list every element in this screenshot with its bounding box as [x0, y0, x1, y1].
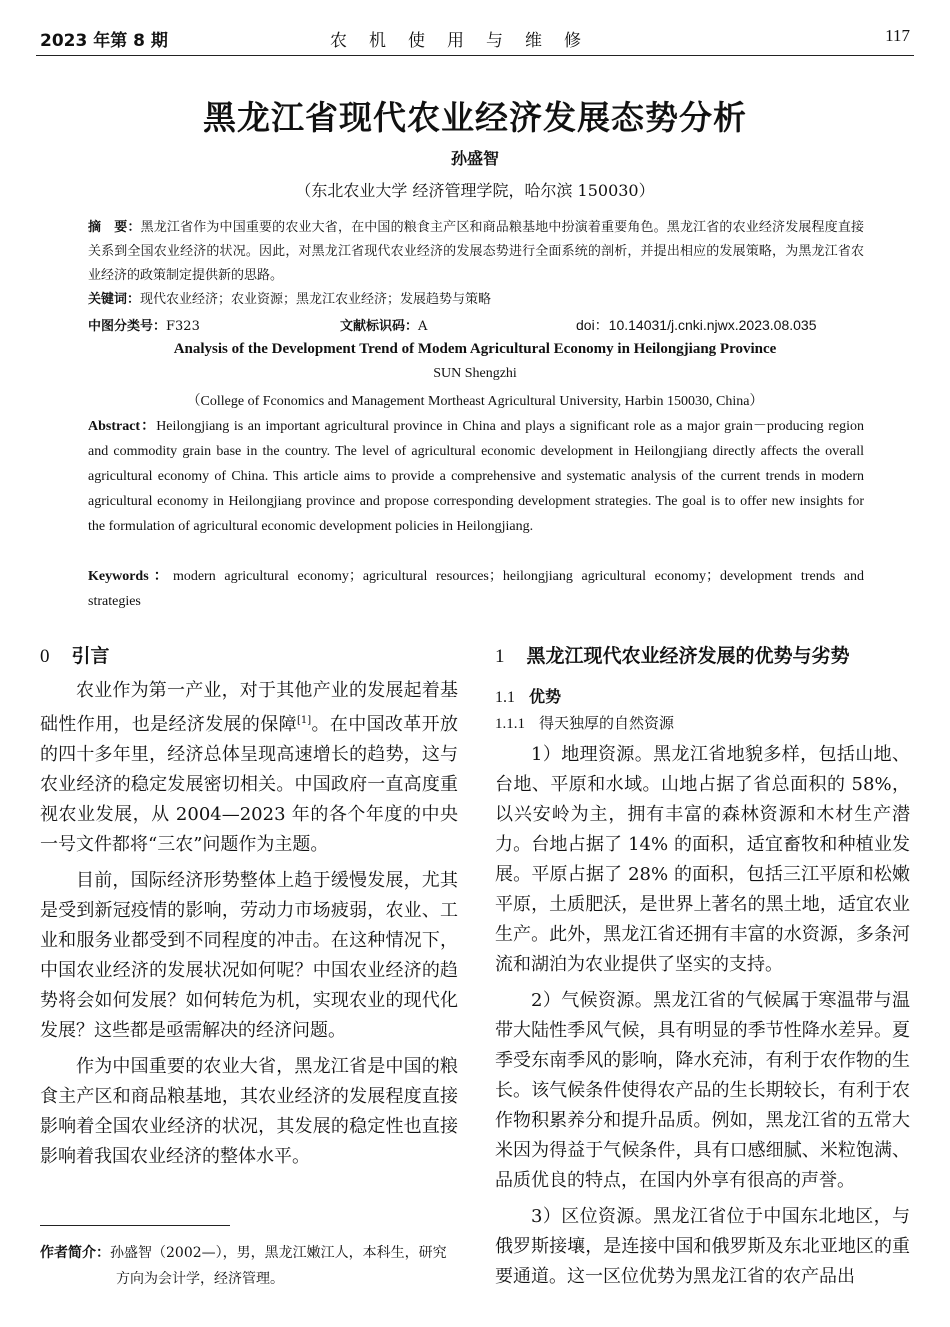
subsection-1-1-1-heading	[495, 712, 674, 733]
resource-paragraph-3: 3）区位资源。黑龙江省位于中国东北地区，与俄罗斯接壤，是连接中国和俄罗斯及东北亚地区的重要通道。这一区位优势为黑龙江省的农产品出	[495, 1206, 910, 1287]
english-keywords-label: Keywords：	[88, 569, 173, 584]
english-author: SUN Shengzhi	[433, 366, 517, 381]
footnote-line-2: 方向为会计学，经济管理。	[116, 1271, 284, 1287]
author-name: 孙盛智	[450, 149, 499, 168]
keywords-cn	[88, 288, 864, 307]
section-0-number: 0	[40, 646, 50, 667]
intro-p1-rest: 。在中国改革开放的四十多年里，经济总体呈现高速增长的趋势，这与农业经济的稳定发展密切相关。中国政府一直高度重视农业发展，从 2004—2023 年的各个年度的中央一号文件都将“三农”问题作为主题。	[40, 714, 459, 855]
english-abstract	[88, 414, 864, 539]
clc-number	[88, 315, 200, 334]
section-1-number: 1	[495, 646, 505, 667]
abstract-cn-text: 黑龙江省作为中国重要的农业大省，在中国的粮食主产区和商品粮基地中扮演着重要角色。黑龙江省的农业经济发展程度直接关系到全国农业经济的状况。因此，对黑龙江省现代农业经济的发展态势进行全面系统的剖析，并提出相应的发展策略，为黑龙江省农业经济的政策制定提供新的思路。	[88, 220, 864, 283]
footnote-rule	[40, 1225, 230, 1226]
doc-code	[340, 315, 427, 334]
doi: doi：10.14031/j.cnki.njwx.2023.08.035	[576, 317, 817, 333]
english-title: Analysis of the Development Trend of Modem Agricultural Economy in Heilongjiang Province	[173, 341, 777, 357]
clc-value: F323	[166, 319, 200, 334]
english-abstract-label: Abstract：	[88, 419, 157, 434]
citation-ref: [1]	[296, 715, 312, 726]
left-column	[40, 676, 458, 1178]
intro-paragraph-2: 目前，国际经济形势整体上趋于缓慢发展，尤其是受到新冠疫情的影响，劳动力市场疲弱，农业、工业和服务业都受到不同程度的冲击。在这种情况下，中国农业经济的发展状况如何呢？中国农业经济的趋势将会如何发展？如何转危为机，实现农业的现代化发展？这些都是亟需解决的经济问题。	[40, 870, 458, 1041]
intro-p1-text: 农业作为第一产业，对于其他产业的发展起着基础性作用，也是经济发展的保障	[40, 680, 458, 735]
keywords-cn-text: 现代农业经济；农业资源；黑龙江农业经济；发展趋势与策略	[140, 292, 492, 307]
section-0-title: 引言	[71, 645, 110, 667]
right-column	[495, 740, 910, 1298]
english-keywords	[88, 564, 864, 614]
english-affiliation: （College of Fconomics and Management Mortheast Agricultural University, Harbin 150030, China）	[186, 394, 764, 409]
paper-title: 黑龙江省现代农业经济发展态势分析	[203, 98, 747, 137]
issue-label: 2023 年第 8 期	[40, 31, 168, 51]
footnote-line-1: 孙盛智（2002—），男，黑龙江嫩江人，本科生，研究	[110, 1245, 447, 1261]
journal-name: 农机使用与维修	[330, 31, 603, 51]
subsection-1-1-heading	[495, 684, 561, 707]
footnote-label: 作者简介：	[40, 1245, 110, 1261]
section-0-heading	[40, 641, 110, 668]
subsection-1-1-1-title: 得天独厚的自然资源	[539, 714, 675, 732]
affiliation: （东北农业大学 经济管理学院，哈尔滨 150030）	[295, 181, 655, 200]
abstract-cn-label: 摘 要：	[88, 220, 141, 235]
doc-label: 文献标识码：	[340, 319, 419, 334]
subsection-1-1-1-number: 1.1.1	[495, 716, 525, 732]
page-number: 117	[885, 26, 910, 45]
doc-value: A	[418, 319, 428, 334]
keywords-cn-label: 关键词：	[88, 292, 141, 307]
resource-paragraph-2: 2）气候资源。黑龙江省的气候属于寒温带与温带大陆性季风气候，具有明显的季节性降水差异。夏季受东南季风的影响，降水充沛，有利于农作物的生长。该气候条件使得农产品的生长期较长，有利于农作物积累养分和提升品质。例如，黑龙江省的五常大米因为得益于气候条件，具有口感细腻、米粒饱满、品质优良的特点，在国内外享有很高的声誉。	[495, 990, 910, 1191]
section-1-heading	[495, 641, 850, 668]
intro-paragraph-1	[40, 676, 458, 860]
subsection-1-1-title: 优势	[529, 687, 562, 706]
abstract-cn	[88, 216, 864, 288]
clc-label: 中图分类号：	[88, 319, 167, 334]
section-1-title: 黑龙江现代农业经济发展的优势与劣势	[526, 645, 850, 667]
header-rule	[36, 55, 914, 56]
author-footnote	[40, 1240, 458, 1292]
english-abstract-text: Heilongjiang is an important agricultural province in China and plays a significant role as a major grain－producing region and commodity grain base in the country. The level of agricultural economic development in Heilongjiang directly affects the overall agricultural economy of China. This article aims to provide a comprehensive and systematic analysis of the current trends in modern agricultural economy in Heilongjiang province and propose corresponding development strategies. The goal is to offer new insights for the formulation of agricultural economic development policies in Heilongjiang.	[88, 419, 864, 534]
resource-paragraph-1: 1）地理资源。黑龙江省地貌多样，包括山地、台地、平原和水域。山地占据了省总面积的 58%，以兴安岭为主，拥有丰富的森林资源和木材生产潜力。台地占据了 14% 的面积，适宜畜牧和种植业发展。平原占据了 28% 的面积，包括三江平原和松嫩平原，土质肥沃，是世界上著名的黑土地，适宜农业生产。此外，黑龙江省还拥有丰富的水资源，多条河流和湖泊为农业提供了坚实的支持。	[495, 744, 910, 975]
subsection-1-1-number: 1.1	[495, 689, 515, 706]
intro-paragraph-3: 作为中国重要的农业大省，黑龙江省是中国的粮食主产区和商品粮基地，其农业经济的发展程度直接影响着全国农业经济的状况，其发展的稳定性也直接影响着我国农业经济的整体水平。	[40, 1056, 458, 1167]
english-keywords-text: modern agricultural economy；agricultural resources；heilongjiang agricultural economy；development trends and strategies	[88, 569, 864, 609]
